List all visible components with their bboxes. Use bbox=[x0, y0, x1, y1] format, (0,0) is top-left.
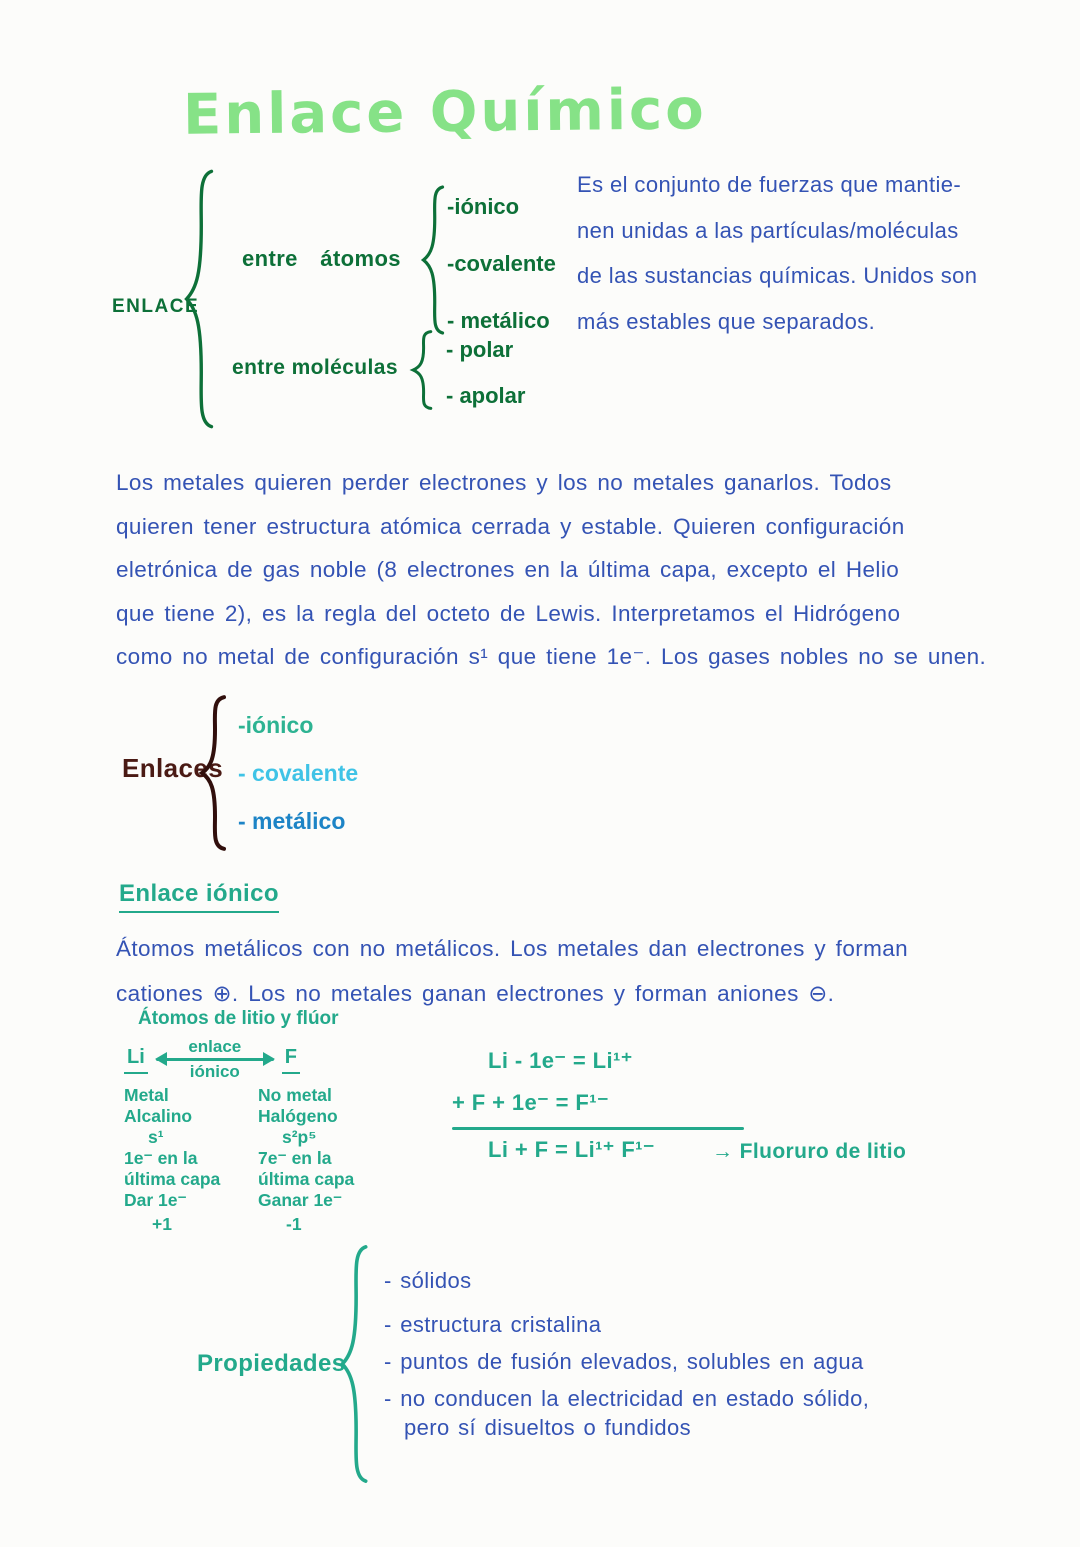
ionic-section-text bbox=[116, 926, 1026, 1016]
column-row: s¹ bbox=[148, 1127, 164, 1147]
list-item-covalente: - covalente bbox=[238, 760, 359, 786]
tree-items-molecules bbox=[446, 337, 525, 409]
property-item: - estructura cristalina bbox=[384, 1312, 602, 1337]
definition-text bbox=[577, 162, 1025, 344]
sum-rule-line bbox=[452, 1127, 744, 1130]
lithium-symbol: Li bbox=[124, 1046, 148, 1074]
column-row: +1 bbox=[152, 1214, 172, 1234]
list-item-ionico: -iónico bbox=[238, 712, 314, 738]
definition-line: más estables que separados. bbox=[577, 308, 876, 334]
tree-item-metalico: - metálico bbox=[447, 308, 550, 333]
column-row: 1e⁻ en la bbox=[124, 1148, 198, 1168]
equation-product: → Fluoruro de litio bbox=[712, 1140, 907, 1163]
property-item-continuation: pero sí disueltos o fundidos bbox=[404, 1415, 692, 1440]
equation-line-2: + F + 1e⁻ = F¹⁻ bbox=[452, 1090, 610, 1115]
column-row: -1 bbox=[286, 1214, 302, 1234]
page-title: Enlace Químico bbox=[182, 77, 707, 148]
ionic-bond-arrow bbox=[156, 1038, 274, 1081]
column-row: última capa bbox=[124, 1169, 221, 1189]
property-item: - puntos de fusión elevados, solubles en agua bbox=[384, 1349, 864, 1374]
paragraph-line: como no metal de configuración s¹ que tiene 1e⁻. Los gases nobles no se unen. bbox=[116, 644, 987, 669]
list-item-metalico: - metálico bbox=[238, 808, 346, 834]
lithium-fluor-diagram bbox=[124, 1008, 354, 1235]
enlaces-items bbox=[238, 712, 358, 835]
tree-group-atoms-label: entre átomos bbox=[242, 246, 401, 271]
definition-line: de las sustancias químicas. Unidos son bbox=[577, 263, 978, 288]
definition-line: Es el conjunto de fuerzas que mantie- bbox=[577, 172, 962, 197]
diagram-symbols-row bbox=[124, 1038, 354, 1081]
column-row: Alcalino bbox=[124, 1106, 193, 1126]
curly-brace-icon bbox=[420, 184, 446, 336]
fluorine-symbol: F bbox=[282, 1046, 300, 1074]
properties-items bbox=[384, 1268, 869, 1441]
tree-item-apolar: - apolar bbox=[446, 383, 526, 408]
ionic-line: Átomos metálicos con no metálicos. Los metales dan electrones y forman bbox=[116, 936, 909, 961]
ionic-line: cationes ⊕. Los no metales ganan electrones y forman aniones ⊖. bbox=[116, 981, 835, 1006]
ionic-section-heading: Enlace iónico bbox=[119, 880, 279, 913]
column-row: Halógeno bbox=[258, 1106, 338, 1126]
column-row: Dar 1e⁻ bbox=[124, 1190, 187, 1210]
lithium-column bbox=[124, 1085, 258, 1235]
enlaces-label: Enlaces bbox=[122, 753, 224, 783]
tree-group-molecules-label: entre moléculas bbox=[232, 356, 398, 379]
paragraph-line: Los metales quieren perder electrones y los no metales ganarlos. Todos bbox=[116, 470, 892, 495]
column-row: No metal bbox=[258, 1085, 332, 1105]
equation-result: Li + F = Li¹⁺ F¹⁻ bbox=[488, 1137, 655, 1162]
properties-label: Propiedades bbox=[197, 1350, 346, 1377]
column-row: Ganar 1e⁻ bbox=[258, 1190, 343, 1210]
arrow-label-top: enlace bbox=[188, 1037, 242, 1056]
diagram-columns bbox=[124, 1085, 354, 1235]
curly-brace-icon bbox=[198, 694, 228, 852]
curly-brace-icon bbox=[410, 330, 434, 410]
curly-brace-icon bbox=[182, 166, 216, 432]
paragraph-line: eletrónica de gas noble (8 electrones en la última capa, excepto el Helio bbox=[116, 557, 900, 582]
fluorine-column bbox=[258, 1085, 354, 1235]
property-item: - no conducen la electricidad en estado sólido, bbox=[384, 1386, 870, 1411]
column-row: 7e⁻ en la bbox=[258, 1148, 332, 1168]
diagram-caption: Átomos de litio y flúor bbox=[138, 1008, 339, 1029]
enlace-root-label: ENLACE bbox=[112, 296, 200, 317]
tree-item-polar: - polar bbox=[446, 337, 514, 362]
paragraph-line: quieren tener estructura atómica cerrada y estable. Quieren configuración bbox=[116, 513, 905, 539]
tree-item-covalente: -covalente bbox=[447, 251, 556, 276]
column-row: Metal bbox=[124, 1085, 169, 1105]
property-item: - sólidos bbox=[384, 1268, 472, 1293]
equation-line-1: Li - 1e⁻ = Li¹⁺ bbox=[488, 1048, 633, 1073]
column-row: s²p⁵ bbox=[282, 1127, 317, 1147]
ionic-equations bbox=[452, 1048, 744, 1163]
double-arrow-icon bbox=[156, 1058, 274, 1061]
paragraph-line: que tiene 2), es la regla del octeto de Lewis. Interpretamos el Hidrógeno bbox=[116, 600, 901, 626]
tree-items-atoms bbox=[447, 194, 556, 334]
column-row: última capa bbox=[258, 1169, 355, 1189]
definition-line: nen unidas a las partículas/moléculas bbox=[577, 217, 959, 243]
tree-item-ionico: -iónico bbox=[447, 194, 520, 219]
metals-paragraph bbox=[116, 461, 1026, 679]
arrow-label-bottom: iónico bbox=[189, 1062, 240, 1081]
curly-brace-icon bbox=[338, 1242, 370, 1486]
